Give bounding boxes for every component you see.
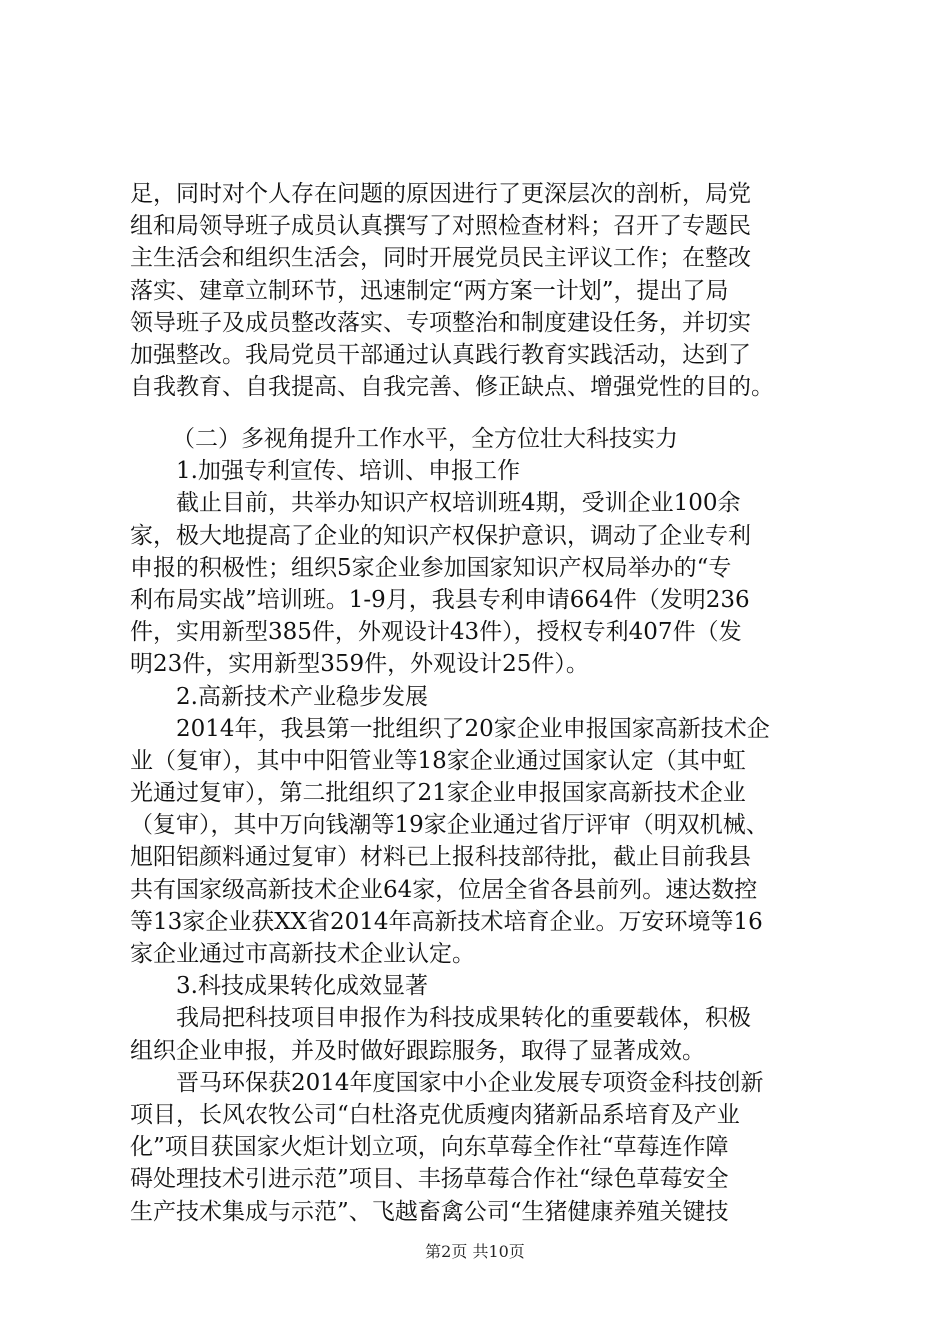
text-line: 申报的积极性；组织5家企业参加国家知识产权局举办的“专 bbox=[130, 554, 732, 581]
text-line: 利布局实战”培训班。1-9月，我县专利申请664件（发明236 bbox=[130, 586, 750, 613]
text-line: 落实、建章立制环节，迅速制定“两方案一计划”，提出了局 bbox=[130, 277, 729, 304]
text-line: 共有国家级高新技术企业64家，位居全省各县前列。速达数控 bbox=[130, 876, 758, 903]
text-line: 项目，长风农牧公司“白杜洛克优质瘦肉猪新品系培育及产业 bbox=[130, 1101, 740, 1128]
section-two bbox=[130, 423, 850, 1228]
text-line: 领导班子及成员整改落实、专项整治和制度建设任务，并切实 bbox=[130, 309, 751, 336]
subsection-heading: 1.加强专利宣传、培训、申报工作 bbox=[176, 458, 520, 485]
text-line: 2014年，我县第一批组织了20家企业申报国家高新技术企 bbox=[176, 715, 770, 742]
section-heading: （二）多视角提升工作水平，全方位壮大科技实力 bbox=[172, 426, 678, 452]
text-line: （复审），其中万向钱潮等19家企业通过省厅评审（明双机械、 bbox=[130, 812, 769, 839]
text-line: 截止目前，共举办知识产权培训班4期，受训企业100余 bbox=[176, 490, 741, 517]
text-line: 明23件，实用新型359件，外观设计25件）。 bbox=[130, 651, 589, 678]
text-line: 化”项目获国家火炬计划立项，向东草莓全作社“草莓连作障 bbox=[130, 1134, 729, 1161]
text-line: 业（复审），其中中阳管业等18家企业通过国家认定（其中虹 bbox=[130, 747, 746, 774]
text-line: 家企业通过市高新技术企业认定。 bbox=[130, 941, 475, 967]
text-line: 碍处理技术引进示范”项目、丰扬草莓合作社“绿色草莓安全 bbox=[130, 1166, 729, 1193]
text-line: 光通过复审），第二批组织了21家企业申报国家高新技术企业 bbox=[130, 780, 746, 807]
text-line: 主生活会和组织生活会，同时开展党员民主评议工作；在整改 bbox=[130, 245, 751, 272]
text-line: 我局把科技项目申报作为科技成果转化的重要载体，积极 bbox=[176, 1005, 751, 1032]
subsection-heading: 2.高新技术产业稳步发展 bbox=[176, 683, 428, 710]
text-line: 自我教育、自我提高、自我完善、修正缺点、增强党性的目的。 bbox=[130, 374, 774, 401]
text-line: 足，同时对个人存在问题的原因进行了更深层次的剖析，局党 bbox=[130, 181, 751, 207]
text-line: 组织企业申报，并及时做好跟踪服务，取得了显著成效。 bbox=[130, 1037, 705, 1064]
subsection-heading: 3.科技成果转化成效显著 bbox=[176, 973, 428, 1000]
text-line: 生产技术集成与示范”、飞越畜禽公司“生猪健康养殖关键技 bbox=[130, 1198, 729, 1225]
text-line: 晋马环保获2014年度国家中小企业发展专项资金科技创新 bbox=[176, 1069, 764, 1096]
text-line: 等13家企业获XX省2014年高新技术培育企业。万安环境等16 bbox=[130, 908, 763, 935]
paragraph-continuation bbox=[130, 178, 850, 403]
text-line: 加强整改。我局党员干部通过认真践行教育实践活动，达到了 bbox=[130, 341, 751, 368]
text-line: 件，实用新型385件，外观设计43件），授权专利407件（发 bbox=[130, 619, 742, 646]
text-line: 旭阳铝颜料通过复审）材料已上报科技部待批，截止目前我县 bbox=[130, 844, 751, 871]
text-line: 家，极大地提高了企业的知识产权保护意识，调动了企业专利 bbox=[130, 522, 751, 549]
text-line: 组和局领导班子成员认真撰写了对照检查材料；召开了专题民 bbox=[130, 213, 751, 240]
page-footer: 第2页 共10页 bbox=[425, 1242, 525, 1261]
